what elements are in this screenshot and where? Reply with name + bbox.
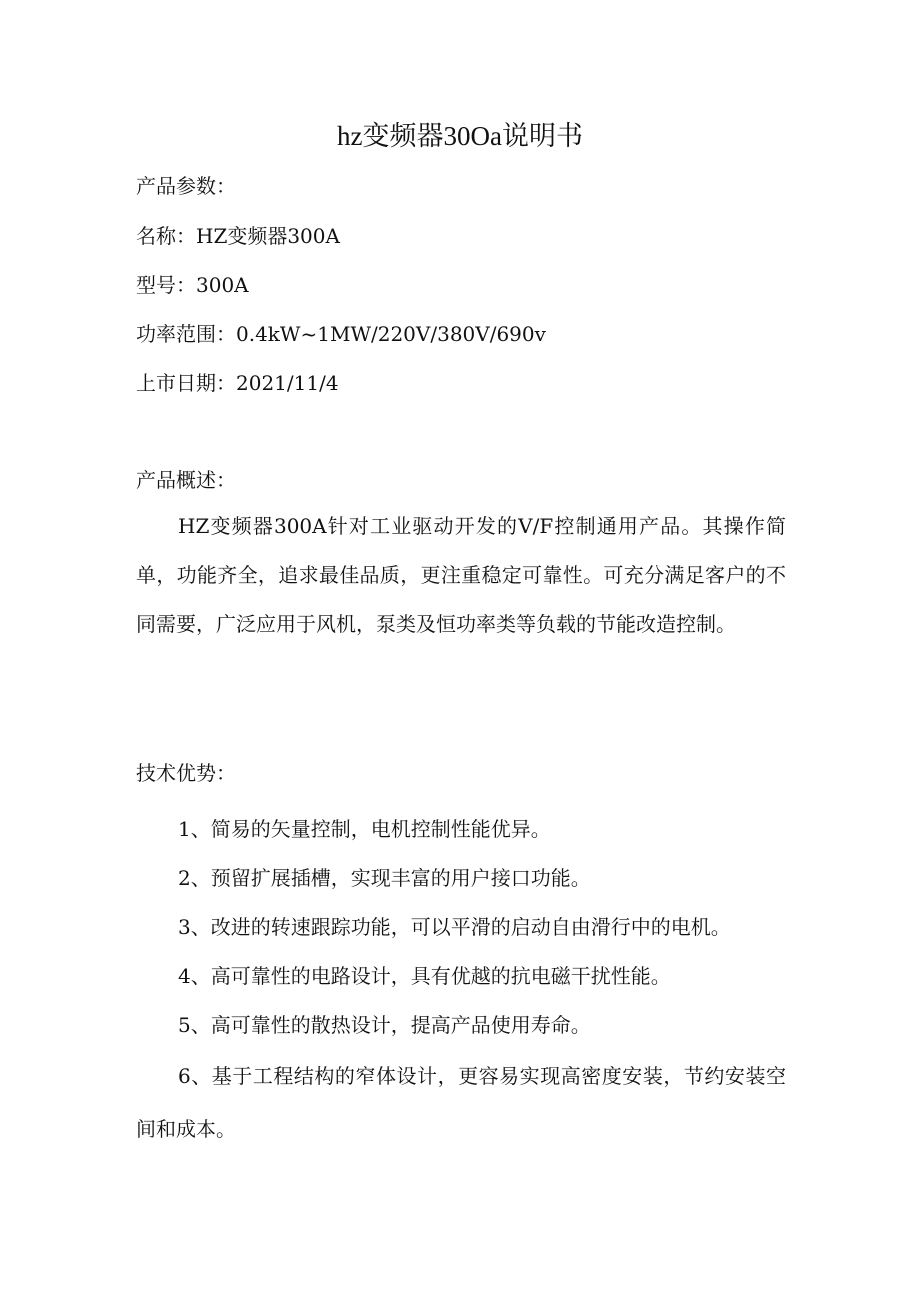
- param-name: 名称：HZ变频器300A: [136, 224, 340, 248]
- list-item: 5、高可靠性的散热设计，提高产品使用寿命。: [178, 1013, 591, 1037]
- document-title: hz变频器30Oa说明书: [337, 121, 583, 151]
- param-model: 型号：300A: [136, 273, 249, 297]
- param-date: 上市日期：2021/11/4: [136, 371, 339, 395]
- list-item: 6、基于工程结构的窄体设计，更容易实现高密度安装，节约安装空间和成本。: [136, 1064, 786, 1141]
- advantages-list: [136, 805, 786, 1156]
- list-item: 4、高可靠性的电路设计，具有优越的抗电磁干扰性能。: [178, 964, 671, 988]
- params-heading: 产品参数：: [136, 174, 236, 198]
- overview-body: HZ变频器300A针对工业驱动开发的V/F控制通用产品。其操作简单，功能齐全，追求最佳品质，更注重稳定可靠性。可充分满足客户的不同需要，广泛应用于风机，泵类及恒功率类等负载的节能改造控制。: [136, 514, 786, 636]
- list-item: 3、改进的转速跟踪功能，可以平滑的启动自由滑行中的电机。: [178, 915, 731, 939]
- list-item: 2、预留扩展插槽，实现丰富的用户接口功能。: [178, 866, 591, 890]
- advantages-heading: 技术优势：: [136, 761, 236, 785]
- list-item: 1、简易的矢量控制，电机控制性能优异。: [178, 817, 551, 841]
- overview-heading: 产品概述：: [136, 468, 236, 492]
- param-power: 功率范围：0.4kW~1MW/220V/380V/690v: [136, 322, 546, 346]
